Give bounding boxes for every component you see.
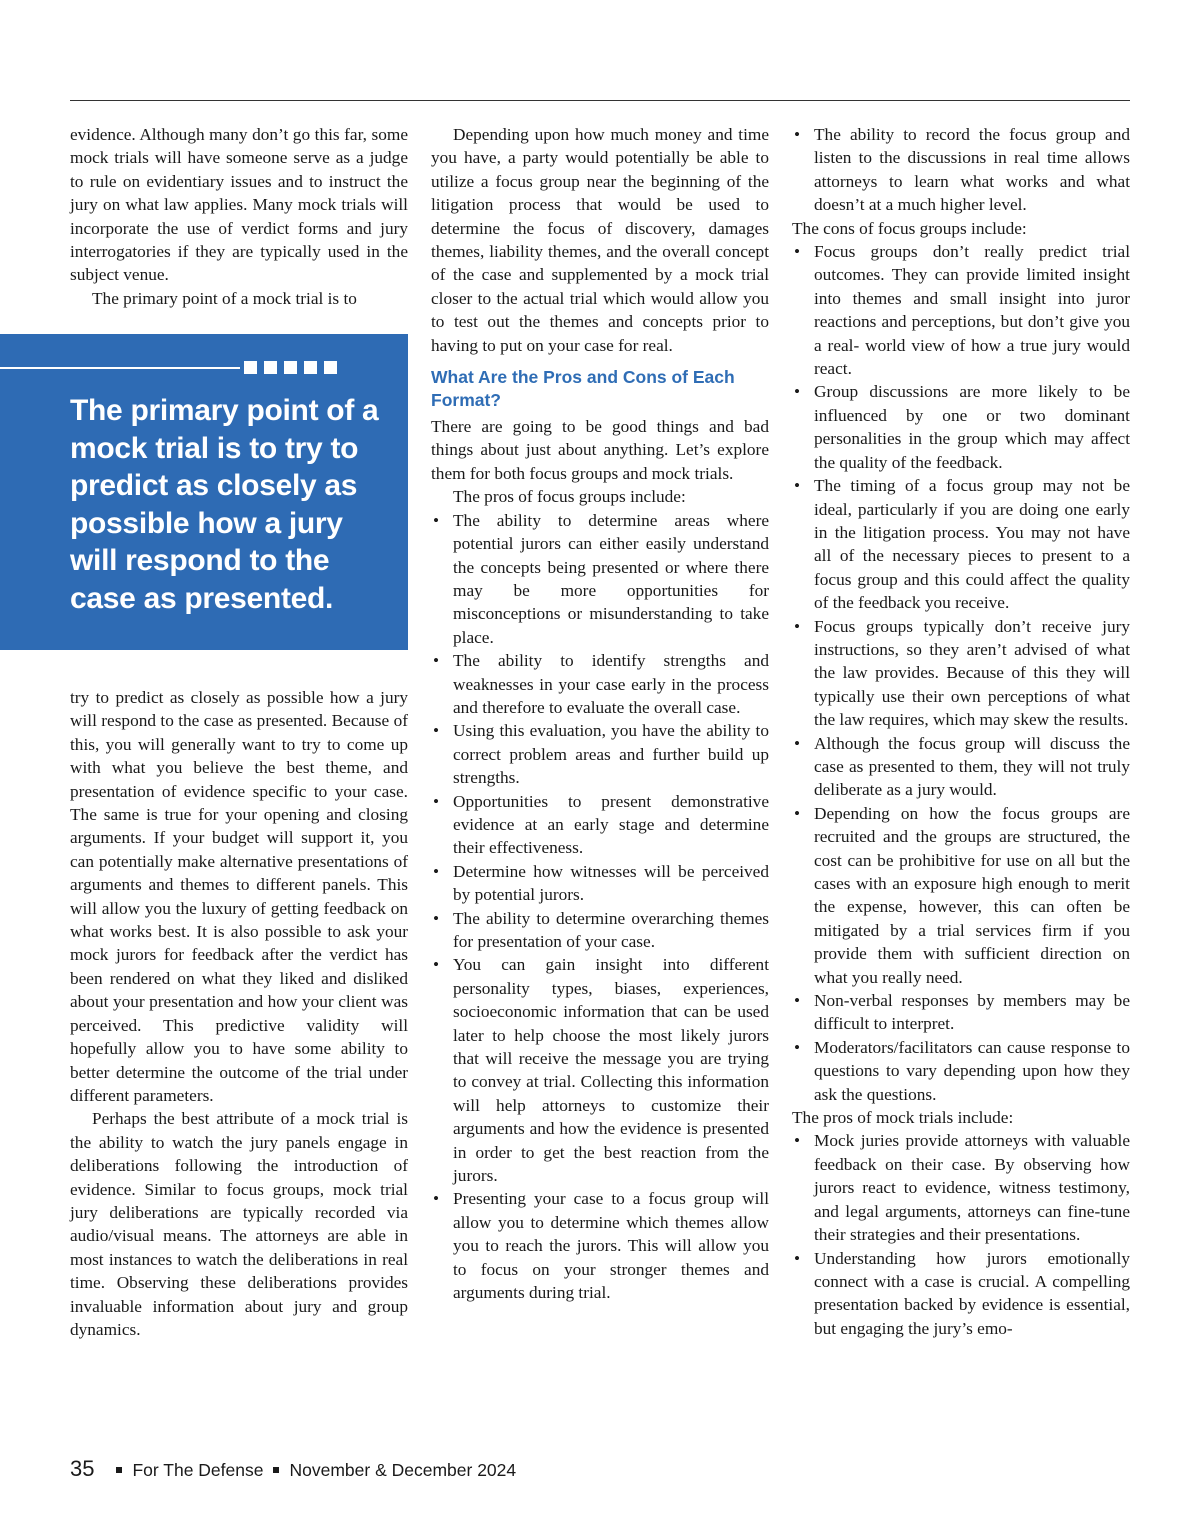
list-item: • The ability to record the focus group and listen to the discussions in real time allows attorneys to learn what works and what doesn’t at a much higher level.	[792, 123, 1130, 217]
column-1-bottom	[70, 686, 408, 1341]
top-rule	[70, 100, 1130, 101]
pull-quote-text: The primary point of a mock trial is to try to predict as closely as possible how a jury will respond to the case as presented.	[70, 394, 379, 615]
list-item: • Using this evaluation, you have the ability to correct problem areas and further build up strengths.	[431, 719, 769, 789]
list-item: • The timing of a focus group may not be ideal, particularly if you are doing one early in the litigation process. You may not have all of the necessary pieces to present to a focus group and this could affect the quality of the feedback you receive.	[792, 474, 1130, 614]
list-item: • You can gain insight into different personality types, biases, experiences, socioeconomic information that can be used later to help choose the most likely jurors that will receive the message you are trying to convey at trial. Collecting this information will help attorneys to customize their arguments and how the evidence is presented in order to get the best reaction from the jurors.	[431, 953, 769, 1187]
list-item: • Presenting your case to a focus group will allow you to determine which themes allow you to reach the jurors. This will allow you to focus on your stronger themes and arguments during trial.	[431, 1187, 769, 1304]
paragraph: evidence. Although many don’t go this far, some mock trials will have someone serve as a judge to rule on evidentiary issues and to instruct the jury on what law applies. Many mock trials will incorporate the use of verdict forms and jury interrogatories if they are typically used in the subject venue.	[70, 125, 408, 285]
footer-separator	[116, 1467, 122, 1473]
mock-trial-pros-list	[792, 1129, 1130, 1340]
section-heading: What Are the Pros and Cons of Each Format?	[431, 367, 735, 411]
pull-quote-rule	[0, 367, 240, 369]
column-1-top	[70, 123, 408, 310]
column-3	[792, 123, 1130, 1340]
list-item: • Depending on how the focus groups are recruited and the groups are structured, the cost can be prohibitive for use on all but the cases with an exposure high enough to merit the expense, however, this can often be mitigated by a trial services firm if you provide them with sufficient direction on what you really need.	[792, 802, 1130, 989]
publication-name: For The Defense	[132, 1460, 264, 1480]
pull-quote	[0, 334, 408, 650]
paragraph: Perhaps the best attribute of a mock trial is the ability to watch the jury panels engage in deliberations following the introduction of evidence. Similar to focus groups, mock trial jury deliberations are typically recorded via audio/visual means. The attorneys are able in most instances to watch the deliberations in real time. Observing these deliberations provides invaluable information about jury and group dynamics.	[70, 1109, 408, 1339]
list-item: • Although the focus group will discuss the case as presented to them, they will not truly deliberate as a jury would.	[792, 732, 1130, 802]
list-item: • Focus groups typically don’t receive jury instructions, so they aren’t advised of what the law provides. Because of this they will typically use their own perceptions of what the law requires, which may skew the results.	[792, 615, 1130, 732]
focus-group-cons-list	[792, 240, 1130, 1106]
list-item: • Group discussions are more likely to be influenced by one or two dominant personalities in the group which may affect the quality of the feedback.	[792, 380, 1130, 474]
pull-quote-squares	[244, 361, 337, 374]
focus-group-pros-list	[431, 509, 769, 1305]
footer-separator	[273, 1467, 279, 1473]
list-item: • Non-verbal responses by members may be difficult to interpret.	[792, 989, 1130, 1036]
list-item: • Mock juries provide attorneys with valuable feedback on their case. By observing how jurors react to evidence, witness testimony, and legal arguments, attorneys can fine-tune their strategies and their presentations.	[792, 1129, 1130, 1246]
list-item: • The ability to determine overarching themes for presentation of your case.	[431, 907, 769, 954]
list-item: • Understanding how jurors emotionally connect with a case is crucial. A compelling presentation backed by evidence is essential, but engaging the jury’s emo-	[792, 1247, 1130, 1341]
list-item: • Focus groups don’t really predict trial outcomes. They can provide limited insight into themes and small insight into juror reactions and perceptions, but don’t give you a real- world view of how a true jury would react.	[792, 240, 1130, 380]
column-2	[431, 123, 769, 1305]
list-item: • Opportunities to present demonstrative evidence at an early stage and determine their effectiveness.	[431, 790, 769, 860]
issue-date: November & December 2024	[289, 1460, 517, 1480]
list-item: • The ability to identify strengths and weaknesses in your case early in the process and therefore to evaluate the overall case.	[431, 649, 769, 719]
paragraph: The primary point of a mock trial is to	[92, 288, 357, 308]
page-number: 35	[70, 1456, 95, 1481]
focus-group-pros-continued	[792, 123, 1130, 217]
list-item: • Moderators/facilitators can cause response to questions to vary depending upon how they ask the questions.	[792, 1036, 1130, 1106]
list-intro: The pros of mock trials include:	[792, 1108, 1014, 1128]
paragraph: try to predict as closely as possible how a jury will respond to the case as presented. Because of this, you will generally want to try to come up with what you believe the best theme, and presentation of evidence specific to your case. The same is true for your opening and closing arguments. If your budget will support it, you can potentially make alternative presentations of arguments and themes to different panels. This will allow you the luxury of getting feedback on what works best. It is also possible to ask your mock jurors for feedback after the verdict has been rendered on what they liked and disliked about your presentation and how your client was perceived. This predictive validity will hopefully allow you to have some ability to better determine the outcome of the trial under different parameters.	[70, 688, 408, 1105]
page-footer	[70, 1456, 516, 1482]
list-intro: The pros of focus groups include:	[453, 487, 686, 507]
list-item: • Determine how witnesses will be perceived by potential jurors.	[431, 860, 769, 907]
list-intro: The cons of focus groups include:	[792, 218, 1027, 238]
list-item: • The ability to determine areas where potential jurors can either easily understand the concepts being presented or where there may be more opportunities for misconceptions or misunderstanding to take place.	[431, 509, 769, 649]
paragraph: Depending upon how much money and time you have, a party would potentially be able to utilize a focus group near the beginning of the litigation process that would be used to determine the focus of discovery, damages themes, liability themes, and the overall concept of the case and supplemented by a mock trial closer to the actual trial which would allow you to test out the themes and concepts prior to having to put on your case for real.	[431, 125, 769, 355]
paragraph: There are going to be good things and bad things about just about anything. Let’s explore them for both focus groups and mock trials.	[431, 417, 769, 483]
